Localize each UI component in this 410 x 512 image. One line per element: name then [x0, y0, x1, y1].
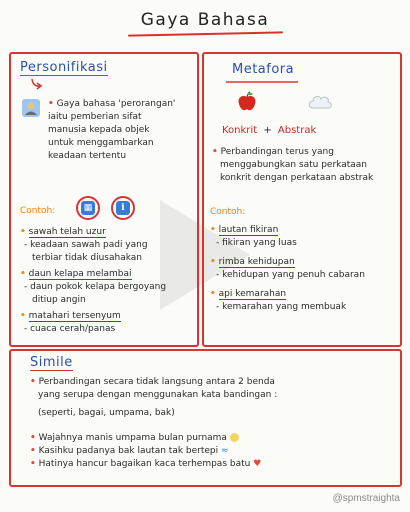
list-item: • Wajahnya manis umpama bulan purnama: [30, 432, 395, 445]
personifikasi-definition: • Gaya bahasa 'perorangan' iaitu pemberian sifat manusia kepada objek untuk menggambarkan keadaan tertentu: [48, 99, 176, 161]
metafora-underline: [226, 80, 298, 84]
list-item: • Kasihku padanya bak lautan tak bertepi ≈: [30, 446, 229, 456]
list-item: • api kemarahan: [210, 289, 287, 299]
wave-icon: ≈: [221, 446, 229, 456]
metafora-heading: Metafora: [232, 62, 295, 77]
simile-examples: [30, 432, 395, 471]
luggage-icon: ▦: [76, 196, 100, 220]
full-moon-icon: [230, 433, 239, 442]
info-icon: i: [111, 196, 135, 220]
list-item: • rimba kehidupan: [210, 257, 295, 267]
personifikasi-heading: Personifikasi: [20, 60, 108, 75]
title-underline: [128, 31, 283, 36]
metafora-contoh-label: Contoh:: [210, 207, 246, 217]
arrow-down-icon: [30, 78, 44, 90]
konkrit-abstrak-row: Konkrit + Abstrak: [222, 125, 317, 136]
page-title: Gaya Bahasa: [140, 10, 270, 30]
broken-heart-icon: ♥: [253, 459, 262, 469]
list-item: • daun kelapa melambai: [20, 269, 132, 279]
simile-heading: Simile: [30, 355, 73, 370]
cloud-icon: [307, 92, 333, 112]
apple-icon: [236, 91, 258, 113]
credit-label: @spmstraighta: [332, 493, 400, 504]
list-item: • lautan fikiran: [210, 225, 279, 235]
personifikasi-examples: • sawah telah uzur - keadaan sawah padi yang terbiar tidak diusahakan • daun kelapa melambai - daun pokok kelapa bergoyang ditiup angin • matahari tersenyum - cuaca cerah/panas: [20, 226, 192, 336]
list-item: • matahari tersenyum: [20, 311, 121, 321]
metafora-examples: • lautan fikiran - fikiran yang luas • rimba kehidupan - kehidupan yang penuh cabaran • api kemarahan - kemarahan yang membuak: [210, 224, 396, 314]
person-icon: [22, 99, 40, 117]
personifikasi-contoh-label: Contoh:: [20, 206, 56, 216]
list-item: • Hatinya hancur bagaikan kaca terhempas batu ♥: [30, 459, 262, 469]
list-item: • sawah telah uzur: [20, 227, 106, 237]
simile-definition: • Perbandingan secara tidak langsung antara 2 benda yang serupa dengan menggunakan kata bandingan : (seperti, bagai, umpama, bak): [30, 377, 278, 418]
metafora-definition: • Perbandingan terus yang menggabungkan satu perkataan konkrit dengan perkataan abstrak: [212, 147, 374, 183]
